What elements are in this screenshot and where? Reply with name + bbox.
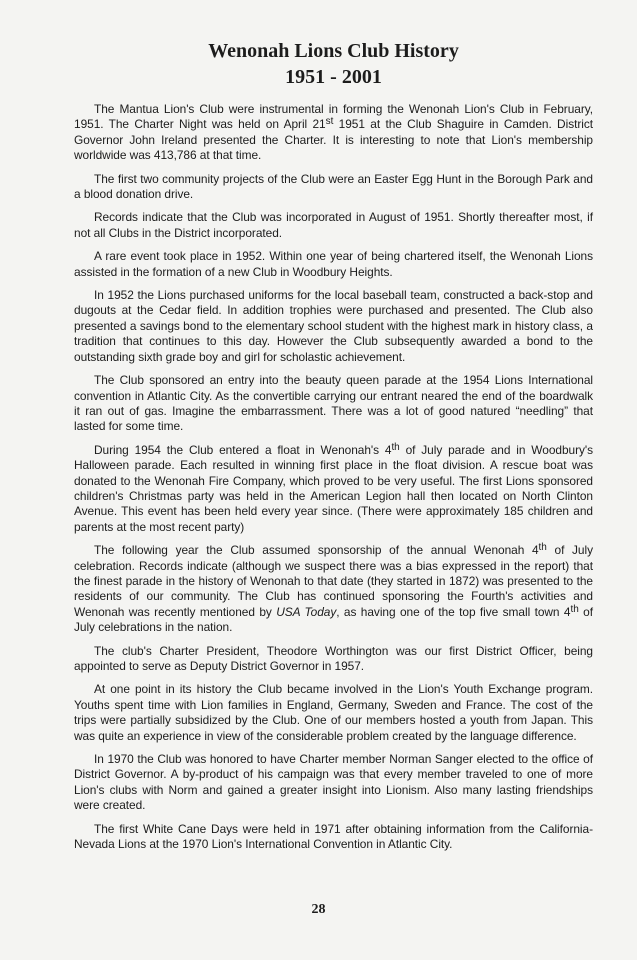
paragraph-8-publication-title: USA Today [276, 604, 337, 619]
paragraph-8 [74, 543, 593, 635]
title-line-1: Wenonah Lions Club History [208, 40, 459, 62]
paragraph-7-text-b: of July parade and in Woodbury's Halloween parade. Each resulted in winning first place in the float division. A rescue boat was donated to the Wenonah Fire Company, which proved to be very useful. The first Lions sponsored children's Christmas party was held in the American Legion hall then located on North Clinton Avenue. This event has been held every year since. (There were approximately 185 children and parents at the most recent party) [74, 442, 593, 534]
paragraph-8-text-b: of July celebration. Records indicate (although we suspect there was a bias expressed in the report) that the finest parade in the history of Wenonah to that date (they started in 1872) was presented to the residents of our community. The Club has continued sponsoring the Fourth's activities and Wenonah was recently mentioned by [74, 543, 593, 619]
page-title [74, 38, 593, 90]
paragraph-7-text-a: During 1954 the Club entered a float in Wenonah's 4 [94, 442, 392, 457]
paragraph-1 [74, 102, 593, 164]
paragraph-2: The first two community projects of the Club were an Easter Egg Hunt in the Borough Park and a blood donation drive. [74, 171, 593, 202]
paragraph-7 [74, 443, 593, 535]
paragraph-8-text-a: The following year the Club assumed sponsorship of the annual Wenonah 4 [94, 543, 539, 558]
paragraph-5: In 1952 the Lions purchased uniforms for the local baseball team, constructed a back-stop and dugouts at the Cedar field. In addition trophies were purchased and presented. The Club also presented a savings bond to the elementary school student with the highest mark in history class, a tradition that continues to this day. However the Club subsequently awarded a bond to the outstanding sixth grade boy and girl for scholastic achievement. [74, 288, 593, 364]
paragraph-10: At one point in its history the Club became involved in the Lion's Youth Exchange program. Youths spent time with Lion families in England, Germany, Sweden and France. The cost of the trips were partially subsidized by the Club. One of our members hosted a youth from Japan. This was quite an experience in view of the considerable problem created by the language difference. [74, 682, 593, 743]
paragraph-8-superscript-2: th [570, 603, 579, 615]
body-text [74, 102, 593, 852]
paragraph-11: In 1970 the Club was honored to have Charter member Norman Sanger elected to the office of District Governor. A by-product of his campaign was that every member traveled to one of more Lion's clubs with Norm and gained a greater insight into Lionism. Also many lasting friendships were created. [74, 752, 593, 813]
paragraph-9: The club's Charter President, Theodore Worthington was our first District Officer, being appointed to serve as Deputy District Governor in 1957. [74, 643, 593, 673]
paragraph-8-superscript-1: th [538, 542, 547, 554]
paragraph-1-text-a: The Mantua Lion's Club were instrumental in forming the Wenonah Lion's Club in February, 1951. The Charter Night was held on April 21 [74, 102, 593, 132]
paragraph-6: The Club sponsored an entry into the beauty queen parade at the 1954 Lions International convention in Atlantic City. As the convertible carrying our entrant neared the end of the boardwalk it ran out of gas. Imagine the embarrassment. There was a lot of good natured “needling” that lasted for some time. [74, 373, 593, 434]
paragraph-1-text-b: 1951 at the Club Shaguire in Camden. District Governor John Ireland presented the Charter. It is interesting to note that Lion's membership worldwide was 413,786 at that time. [74, 117, 593, 163]
paragraph-3: Records indicate that the Club was incorporated in August of 1951. Shortly thereafter most, if not all Clubs in the District incorporated. [74, 210, 593, 240]
page-number: 28 [311, 902, 326, 917]
paragraph-4: A rare event took place in 1952. Within one year of being chartered itself, the Wenonah Lions assisted in the formation of a new Club in Woodbury Heights. [74, 249, 593, 279]
title-line-2: 1951 - 2001 [285, 66, 382, 88]
paragraph-12: The first White Cane Days were held in 1971 after obtaining information from the California-Nevada Lions at the 1970 Lion's International Convention in Atlantic City. [74, 821, 593, 852]
paragraph-7-superscript: th [391, 441, 400, 453]
paragraph-8-text-c: , as having one of the top five small town 4 [336, 604, 571, 619]
paragraph-1-superscript: st [325, 116, 334, 128]
paragraph-8-text-d: of July celebrations in the nation. [74, 604, 593, 635]
